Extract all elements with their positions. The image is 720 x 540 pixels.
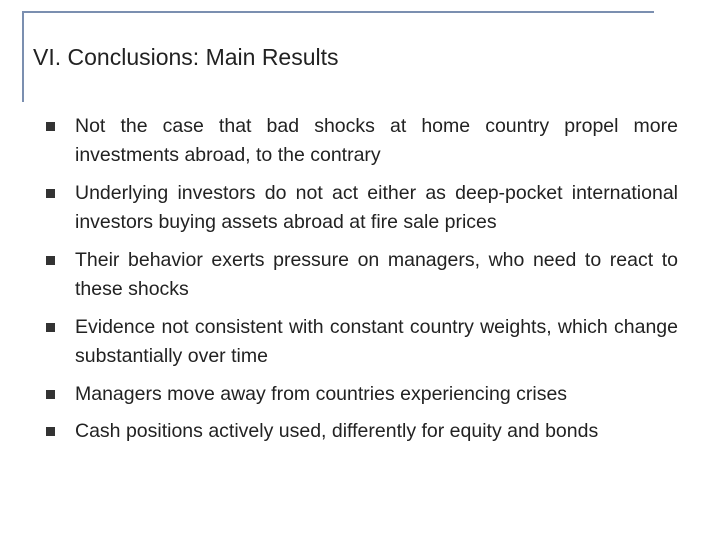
bullet-item-4 xyxy=(44,313,678,371)
bullet-text-1: Not the case that bad shocks at home country propel more investments abroad, to the contrary xyxy=(75,115,678,166)
bullet-text-2: Underlying investors do not act either as deep-pocket international investors buying assets abroad at fire sale prices xyxy=(75,182,678,233)
title-frame-top-border xyxy=(24,11,654,13)
bullet-item-5 xyxy=(44,380,678,409)
square-bullet-icon xyxy=(46,427,55,436)
bullet-item-2 xyxy=(44,179,678,237)
bullet-text-5: Managers move away from countries experiencing crises xyxy=(75,383,568,405)
square-bullet-icon xyxy=(46,390,55,399)
bullet-list xyxy=(44,112,678,454)
bullet-item-6 xyxy=(44,417,678,446)
square-bullet-icon xyxy=(46,122,55,131)
bullet-text-6: Cash positions actively used, differently for equity and bonds xyxy=(75,420,599,442)
bullet-item-3 xyxy=(44,246,678,304)
bullet-text-4: Evidence not consistent with constant country weights, which change substantially over time xyxy=(75,316,678,367)
square-bullet-icon xyxy=(46,189,55,198)
slide-title: VI. Conclusions: Main Results xyxy=(33,44,339,70)
bullet-text-3: Their behavior exerts pressure on managers, who need to react to these shocks xyxy=(75,249,678,300)
square-bullet-icon xyxy=(46,323,55,332)
bullet-item-1 xyxy=(44,112,678,170)
square-bullet-icon xyxy=(46,256,55,265)
title-frame-left-border xyxy=(22,11,24,102)
